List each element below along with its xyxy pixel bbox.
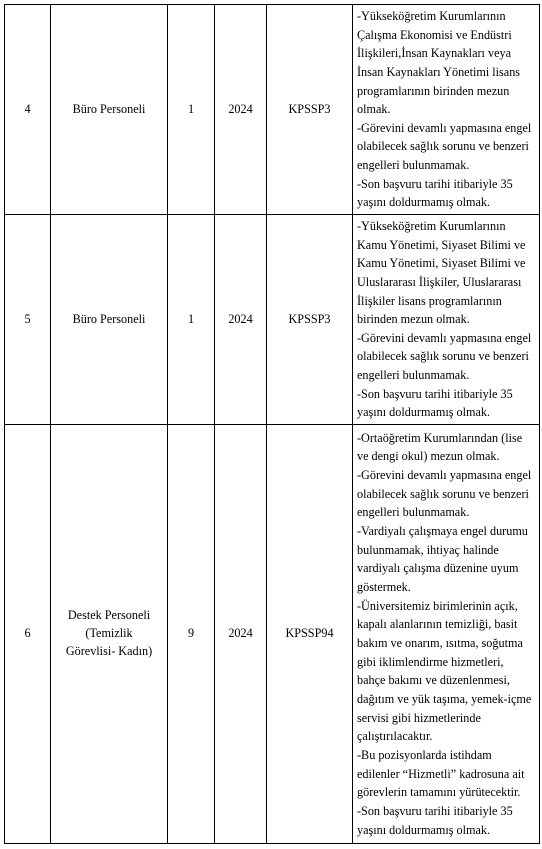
requirement-line: -Vardiyalı çalışmaya engel durumu <box>357 524 528 539</box>
position-title-line: Büro Personeli <box>72 311 146 326</box>
position-title <box>51 425 168 844</box>
requirement-line: engelleri bulunmamak. <box>357 368 470 383</box>
requirement-line: -Son başvuru tarihi itibariyle 35 <box>357 386 513 401</box>
requirement-line: -Görevini devamlı yapmasına engel <box>357 468 532 483</box>
row-number: 6 <box>5 425 51 844</box>
requirement-line: Kamu Yönetimi, Siyaset Bilimi ve <box>357 237 526 252</box>
row-number: 4 <box>5 5 51 215</box>
requirement-line: yaşını doldurmamış olmak. <box>357 405 491 420</box>
requirement-line: Uluslararası İlişkiler, Uluslararası <box>357 274 522 289</box>
position-title-line: Destek Personeli <box>67 608 151 623</box>
table-row <box>5 425 540 844</box>
requirements-cell <box>353 425 540 844</box>
requirement-line: görevlerin tamamını yürütecektir. <box>357 785 521 800</box>
requirement-line: servisi gibi hizmetlerinde <box>357 710 481 725</box>
kpss-year: 2024 <box>215 425 267 844</box>
requirement-line: -Ortaöğretim Kurumlarından (lise <box>357 430 523 445</box>
requirement-line: dağıtım ve yük taşıma, yemek-içme <box>357 691 532 706</box>
requirement-line: -Üniversitemiz birimlerinin açık, <box>357 598 518 613</box>
requirement-line: -Bu pozisyonlarda istihdam <box>357 747 492 762</box>
requirement-line: çalıştırılacaktır. <box>357 729 433 744</box>
requirement-line: bulunmamak, ihtiyaç halinde <box>357 542 499 557</box>
requirement-line: -Son başvuru tarihi itibariyle 35 <box>357 803 513 818</box>
requirement-line: birinden mezun olmak. <box>357 312 470 327</box>
positions-table <box>4 4 540 844</box>
position-count: 9 <box>168 425 215 844</box>
requirement-line: olmak. <box>357 102 391 117</box>
table-row <box>5 5 540 215</box>
requirement-line: yaşını doldurmamış olmak. <box>357 822 491 837</box>
requirement-line: programlarının birinden mezun <box>357 83 510 98</box>
requirement-line: İnsan Kaynakları Yönetimi lisans <box>357 64 521 79</box>
kpss-score-type: KPSSP94 <box>267 425 353 844</box>
requirement-line: Çalışma Ekonomisi ve Endüstri <box>357 27 512 42</box>
requirements-cell <box>353 5 540 215</box>
requirement-line: -Son başvuru tarihi itibariyle 35 <box>357 176 513 191</box>
requirement-line: ve dengi okul) mezun olmak. <box>357 449 500 464</box>
requirement-line: -Görevini devamlı yapmasına engel <box>357 330 532 345</box>
requirement-line: bahçe bakımı ve düzenlenmesi, <box>357 673 510 688</box>
position-title <box>51 215 168 425</box>
position-count: 1 <box>168 215 215 425</box>
requirement-line: göstermek. <box>357 580 411 595</box>
position-title-line: Görevlisi- Kadın) <box>65 643 153 658</box>
kpss-year: 2024 <box>215 215 267 425</box>
requirement-line: edilenler “Hizmetli” kadrosuna ait <box>357 766 525 781</box>
position-count: 1 <box>168 5 215 215</box>
requirement-line: gibi iklimlendirme hizmetleri, <box>357 654 504 669</box>
requirement-line: yaşını doldurmamış olmak. <box>357 195 491 210</box>
requirement-line: bakım ve onarım, ısıtma, soğutma <box>357 636 523 650</box>
requirement-line: -Yükseköğretim Kurumlarının <box>357 8 506 23</box>
position-title-line: Büro Personeli <box>72 101 146 116</box>
requirement-line: İlişkiler lisans programlarının <box>357 293 502 308</box>
table-row <box>5 215 540 425</box>
row-number: 5 <box>5 215 51 425</box>
requirement-line: olabilecek sağlık sorunu ve benzeri <box>357 139 529 154</box>
requirement-line: olabilecek sağlık sorunu ve benzeri <box>357 349 529 364</box>
requirement-line: -Yükseköğretim Kurumlarının <box>357 218 506 233</box>
requirement-line: olabilecek sağlık sorunu ve benzeri <box>357 486 529 501</box>
requirement-line: Kamu Yönetimi, Siyaset Bilimi ve <box>357 256 526 271</box>
requirement-line: engelleri bulunmamak. <box>357 158 470 173</box>
requirement-line: -Görevini devamlı yapmasına engel <box>357 120 532 135</box>
requirement-line: İlişkileri,İnsan Kaynakları veya <box>357 46 511 61</box>
kpss-score-type: KPSSP3 <box>267 215 353 425</box>
position-title <box>51 5 168 215</box>
requirement-line: vardiyalı çalışma düzenine uyum <box>357 561 519 576</box>
kpss-year: 2024 <box>215 5 267 215</box>
positions-table-body <box>5 5 540 844</box>
position-title-line: (Temizlik <box>85 626 133 641</box>
requirement-line: engelleri bulunmamak. <box>357 505 470 520</box>
kpss-score-type: KPSSP3 <box>267 5 353 215</box>
requirement-line: kapalı alanlarının temizliği, basit <box>357 617 518 632</box>
requirements-cell <box>353 215 540 425</box>
